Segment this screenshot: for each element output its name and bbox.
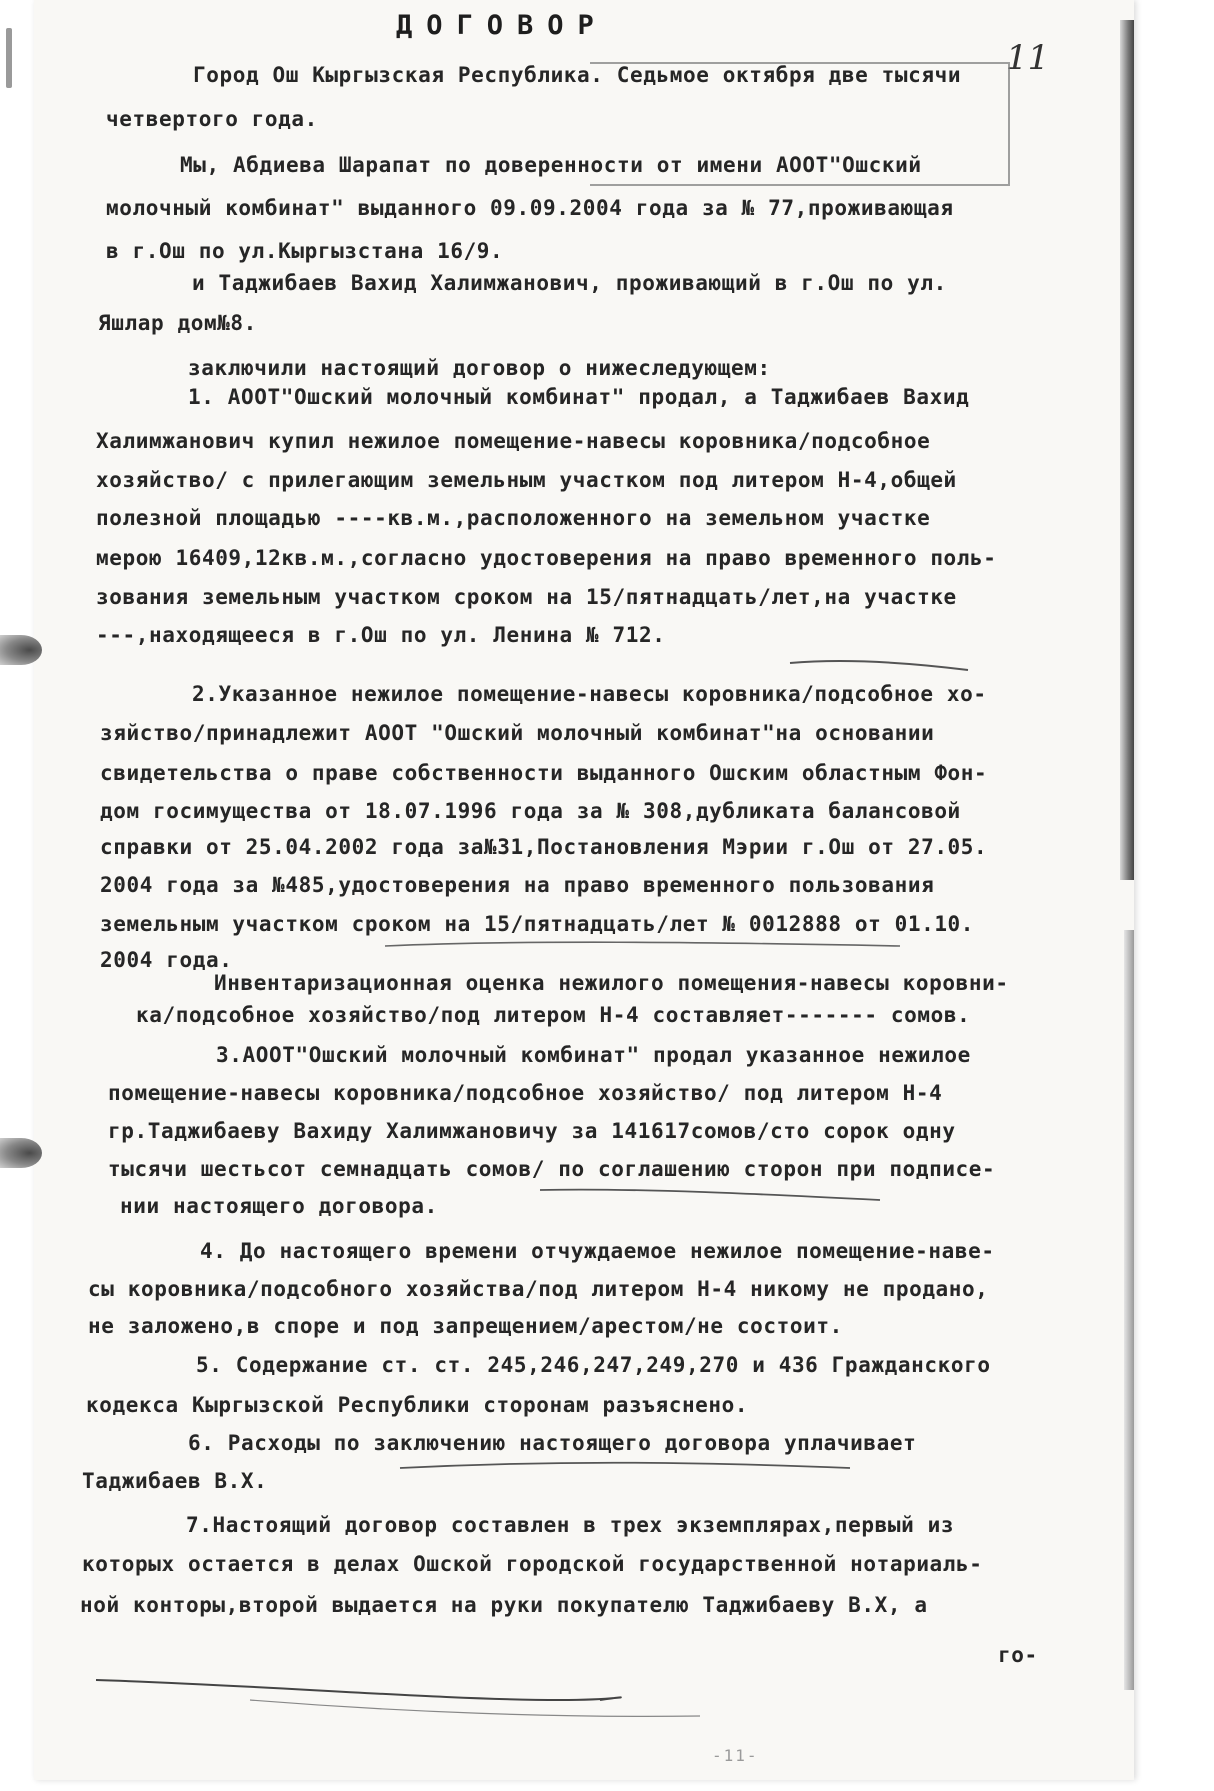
text-line: Халимжанович купил нежилое помещение-навесы коровника/подсобное <box>96 429 931 453</box>
text-line: молочный комбинат" выданного 09.09.2004 года за № 77,проживающая <box>106 196 954 220</box>
text-line: 3.АООТ"Ошский молочный комбинат" продал указанное нежилое <box>216 1043 971 1067</box>
text-line: дом госимущества от 18.07.1996 года за № 308,дубликата балансовой <box>100 799 961 823</box>
text-line: кодекса Кыргызской Республики сторонам разъяснено. <box>86 1393 749 1417</box>
text-line: зования земельным участком сроком на 15/пятнадцать/лет,на участке <box>96 585 957 609</box>
text-line: мерою 16409,12кв.м.,согласно удостоверения на право временного поль- <box>96 546 997 570</box>
page-edge-shadow-lower <box>1124 930 1134 1690</box>
text-line: 4. До настоящего времени отчуждаемое нежилое помещение-наве- <box>200 1239 995 1263</box>
text-line: ной конторы,второй выдается на руки покупателю Таджибаеву В.Х, а <box>80 1593 928 1617</box>
text-line: 2004 года. <box>100 948 233 972</box>
text-line: 2004 года за №485,удостоверения на право временного пользования <box>100 873 935 897</box>
text-line: не заложено,в споре и под запрещением/арестом/не состоит. <box>88 1314 843 1338</box>
text-line: ---,находящееся в г.Ош по ул. Ленина № 712. <box>96 623 666 647</box>
text-line: 2.Указанное нежилое помещение-навесы коровника/подсобное хо- <box>192 682 987 706</box>
text-line: ка/подсобное хозяйство/под литером Н-4 составляет------- сомов. <box>136 1003 971 1027</box>
text-line: зяйство/принадлежит АООТ "Ошский молочный комбинат"на основании <box>100 721 935 745</box>
text-line: Инвентаризационная оценка нежилого помещения-навесы коровни- <box>214 971 1009 995</box>
text-line: хозяйство/ с прилегающим земельным участком под литером Н-4,общей <box>96 468 957 492</box>
text-line: Яшлар дом№8. <box>98 311 257 335</box>
text-line: справки от 25.04.2002 года за№31,Постановления Мэрии г.Ош от 27.05. <box>100 835 988 859</box>
text-line: свидетельства о праве собственности выданного Ошским областным Фон- <box>100 761 988 785</box>
page-edge-shadow <box>1120 20 1134 880</box>
text-line: Город Ош Кыргызская Республика. Седьмое октября две тысячи <box>193 63 962 87</box>
text-line: земельным участком сроком на 15/пятнадцать/лет № 0012888 от 01.10. <box>100 912 975 936</box>
text-line: помещение-навесы коровника/подсобное хозяйство/ под литером Н-4 <box>108 1081 943 1105</box>
text-line: сы коровника/подсобного хозяйства/под литером Н-4 никому не продано, <box>88 1277 989 1301</box>
text-line: 6. Расходы по заключению настоящего договора уплачивает <box>188 1431 917 1455</box>
text-line: в г.Ош по ул.Кыргызстана 16/9. <box>106 239 504 263</box>
text-line: четвертого года. <box>106 107 318 131</box>
text-line: гр.Таджибаеву Вахиду Халимжановичу за 141617сомов/сто сорок одну <box>108 1119 956 1143</box>
text-line: Таджибаев В.Х. <box>82 1469 268 1493</box>
binding-mark <box>6 28 12 88</box>
text-line: полезной площадью ----кв.м.,расположенного на земельном участке <box>96 506 931 530</box>
text-line: Мы, Абдиева Шарапат по доверенности от имени АООТ"Ошский <box>180 153 922 177</box>
document-title: ДОГОВОР <box>396 10 608 41</box>
text-line: тысячи шестьсот семнадцать сомов/ по соглашению сторон при подписе- <box>108 1157 996 1181</box>
text-line: 5. Содержание ст. ст. 245,246,247,249,270 и 436 Гражданского <box>196 1353 991 1377</box>
text-line: го- <box>998 1643 1038 1667</box>
text-line: 1. АООТ"Ошский молочный комбинат" продал, а Таджибаев Вахид <box>188 385 970 409</box>
binder-hole-upper <box>0 635 42 665</box>
binder-hole-lower <box>0 1138 42 1168</box>
text-line: 7.Настоящий договор составлен в трех экземплярах,первый из <box>186 1513 955 1537</box>
text-line: заключили настоящий договор о нижеследующем: <box>188 356 771 380</box>
text-line: нии настоящего договора. <box>120 1194 438 1218</box>
page-footer-mark: -11- <box>712 1746 759 1765</box>
text-line: и Таджибаев Вахид Халимжанович, проживающий в г.Ош по ул. <box>192 271 947 295</box>
text-line: которых остается в делах Ошской городской государственной нотариаль- <box>82 1552 983 1576</box>
page-number-handwritten: 11 <box>1006 38 1050 78</box>
